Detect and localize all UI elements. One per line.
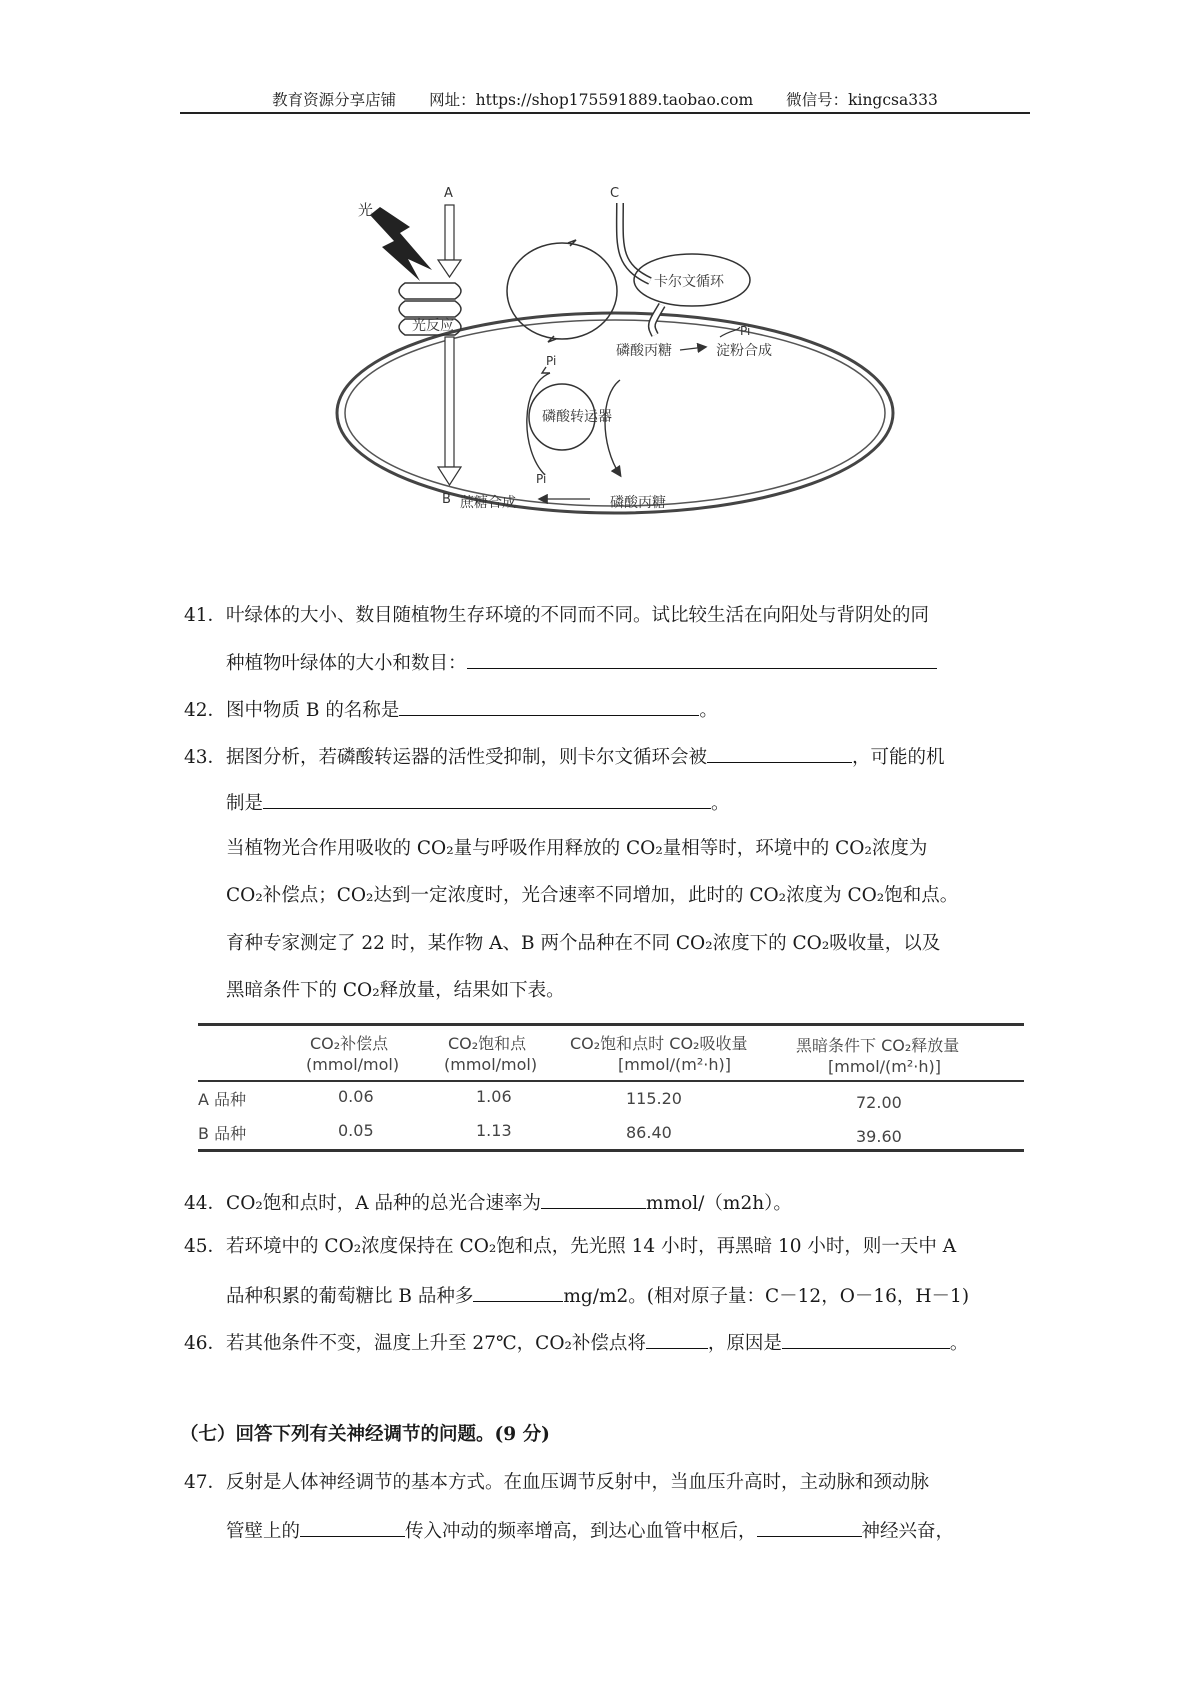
row-b-compensation: 0.05 [338, 1121, 374, 1140]
q45-answer-blank[interactable] [473, 1281, 563, 1302]
q41-line2 [226, 648, 937, 677]
row-b-dark-release: 39.60 [856, 1127, 902, 1146]
table-header-absorption-unit: [mmol/(m²·h)] [618, 1055, 731, 1074]
energy-cycle [507, 240, 617, 342]
chloroplast-outer-membrane [337, 313, 893, 513]
row-b-absorption: 86.40 [626, 1123, 672, 1142]
header-wechat: 微信号：kingcsa333 [786, 91, 938, 109]
para-line2: CO₂补偿点；CO₂达到一定浓度时，光合速率不同增加，此时的 CO₂浓度为 CO₂饱和点。 [226, 885, 959, 906]
q43-text: 43．据图分析，若磷酸转运器的活性受抑制，则卡尔文循环会被 [184, 747, 708, 768]
label-starch-synthesis: 淀粉合成 [716, 343, 772, 359]
q47-mid: 传入冲动的频率增高，到达心血管中枢后， [405, 1521, 757, 1542]
table-header-dark-release-unit: [mmol/(m²·h)] [828, 1057, 941, 1076]
para-line4: 黑暗条件下的 CO₂释放量，结果如下表。 [226, 980, 565, 1001]
q42-text: 42．图中物质 B 的名称是 [184, 700, 400, 721]
q46-end: 。 [949, 1333, 969, 1354]
q43-text2: 制是 [226, 793, 264, 814]
label-b: B [442, 492, 451, 507]
row-a-saturation: 1.06 [476, 1087, 512, 1106]
label-c: C [610, 186, 620, 201]
q43-line1 [184, 742, 945, 771]
arrow-a-icon [438, 205, 461, 277]
q41-text: 种植物叶绿体的大小和数目： [226, 653, 467, 674]
lightning-icon [370, 207, 432, 281]
q44-line [184, 1188, 792, 1217]
q47-answer-blank-1[interactable] [300, 1516, 405, 1537]
q45-unit: mg/m2。(相对原子量：C－12，O－16，H－1) [563, 1286, 970, 1307]
q44-answer-blank[interactable] [541, 1188, 646, 1209]
q42-line [184, 695, 718, 724]
q44-text: 44．CO₂饱和点时，A 品种的总光合速率为 [184, 1193, 542, 1214]
label-sucrose-synthesis: 蔗糖合成 [460, 495, 516, 511]
label-pi-2: Pi [546, 354, 557, 368]
q44-unit: mmol/（m2h）。 [646, 1193, 792, 1214]
row-a-name: A 品种 [198, 1090, 247, 1109]
q47-end: 神经兴奋， [861, 1521, 955, 1542]
q47-answer-blank-2[interactable] [757, 1516, 862, 1537]
q45-line2 [226, 1281, 969, 1310]
page-header [180, 88, 1030, 110]
para-line1: 当植物光合作用吸收的 CO₂量与呼吸作用释放的 CO₂量相等时，环境中的 CO₂浓度为 [226, 838, 928, 859]
label-transporter: 磷酸转运器 [542, 409, 612, 425]
q45-line1: 45．若环境中的 CO₂浓度保持在 CO₂饱和点，先光照 14 小时，再黑暗 10 小时，则一天中 A [184, 1236, 957, 1257]
table-top-rule [198, 1023, 1024, 1026]
q46-text: 46．若其他条件不变，温度上升至 27℃，CO₂补偿点将 [184, 1333, 646, 1354]
table-header-compensation-unit: (mmol/mol) [306, 1055, 400, 1074]
chloroplast-diagram [320, 185, 900, 550]
chloroplast-inner-membrane [345, 320, 885, 506]
label-light-reaction: 光反应 [412, 318, 454, 334]
q42-end: 。 [699, 700, 718, 721]
label-calvin-cycle: 卡尔文循环 [654, 274, 724, 290]
q47-line1: 47．反射是人体神经调节的基本方式。在血压调节反射中，当血压升高时，主动脉和颈动脉 [184, 1472, 930, 1493]
para-line3: 育种专家测定了 22 时，某作物 A、B 两个品种在不同 CO₂浓度下的 CO₂吸收量，以及 [226, 933, 941, 954]
header-shop: 教育资源分享店铺 [272, 91, 397, 109]
label-triose-phosphate-1: 磷酸丙糖 [616, 343, 672, 359]
header-rule [180, 112, 1030, 114]
table-header-absorption: CO₂饱和点时 CO₂吸收量 [570, 1034, 748, 1053]
label-light: 光 [358, 201, 374, 219]
row-b-saturation: 1.13 [476, 1121, 512, 1140]
q46-mid: ，原因是 [707, 1333, 782, 1354]
table-header-rule [198, 1080, 1024, 1082]
row-a-absorption: 115.20 [626, 1089, 682, 1108]
table-header-compensation: CO₂补偿点 [310, 1034, 389, 1053]
q46-answer-blank-2[interactable] [782, 1328, 950, 1349]
section-7-heading: （七）回答下列有关神经调节的问题。(9 分) [180, 1424, 550, 1445]
label-triose-phosphate-2: 磷酸丙糖 [610, 495, 666, 511]
q46-line [184, 1328, 968, 1357]
q43-line2 [226, 788, 730, 817]
q47-line2 [226, 1516, 954, 1545]
table-header-saturation: CO₂饱和点 [448, 1034, 527, 1053]
q47-text: 管壁上的 [226, 1521, 301, 1542]
q42-answer-blank[interactable] [399, 695, 699, 716]
table-header-dark-release: 黑暗条件下 CO₂释放量 [796, 1036, 960, 1055]
label-pi-3: Pi [536, 472, 547, 486]
q43-answer-blank-2[interactable] [263, 788, 711, 809]
q43-mid: ，可能的机 [852, 747, 945, 768]
table-header-saturation-unit: (mmol/mol) [444, 1055, 538, 1074]
q41-line1: 41．叶绿体的大小、数目随植物生存环境的不同而不同。试比较生活在向阳处与背阴处的同 [184, 605, 930, 626]
q45-text: 品种积累的葡萄糖比 B 品种多 [226, 1286, 474, 1307]
co2-data-table [198, 1023, 1024, 1153]
q46-answer-blank-1[interactable] [646, 1328, 708, 1349]
header-url: 网址：https://shop175591889.taobao.com [429, 91, 754, 109]
arrow-b-icon [438, 337, 461, 485]
q43-answer-blank-1[interactable] [707, 742, 852, 763]
row-a-compensation: 0.06 [338, 1087, 374, 1106]
label-pi-1: Pi [740, 324, 751, 338]
q43-end: 。 [711, 793, 730, 814]
row-a-dark-release: 72.00 [856, 1093, 902, 1112]
table-bottom-rule [198, 1149, 1024, 1152]
label-a: A [444, 186, 453, 201]
row-b-name: B 品种 [198, 1124, 247, 1143]
q41-answer-blank[interactable] [467, 648, 937, 669]
